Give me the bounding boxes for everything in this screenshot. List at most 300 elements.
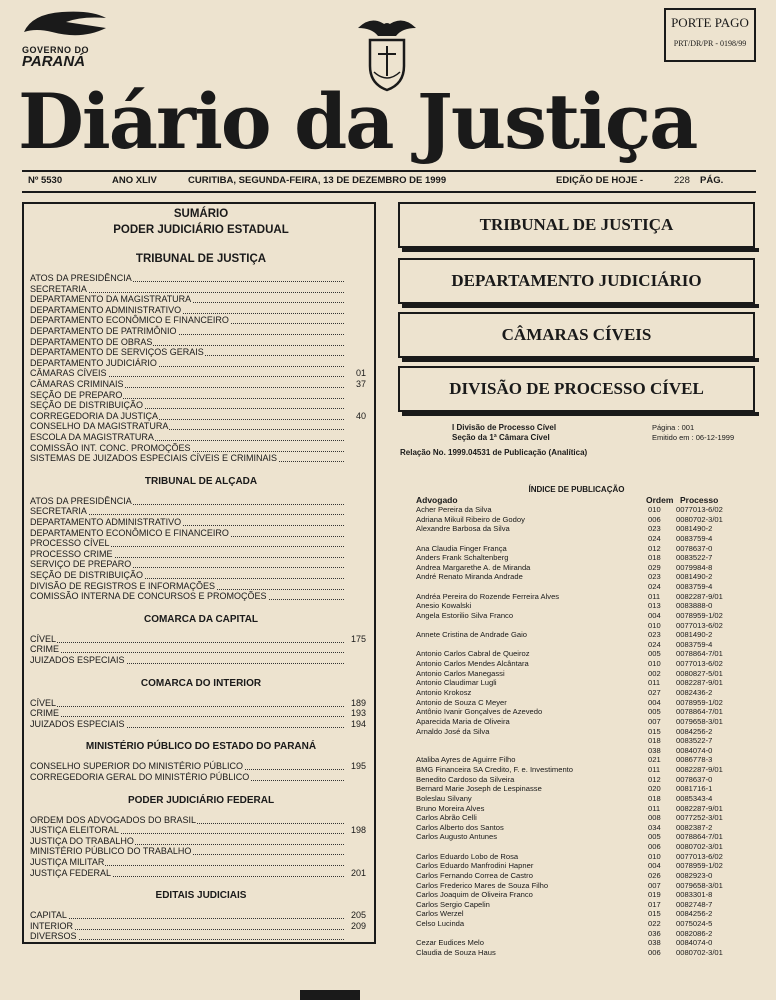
ordem-cell: 018 [648, 793, 661, 803]
processo-cell: 0077013-6/02 [676, 620, 723, 630]
advogado-cell: Carlos Werzel [416, 909, 464, 919]
processo-cell: 0083522-7 [676, 553, 713, 563]
processo-cell: 0083759-4 [676, 582, 713, 592]
sumario-item-page: 37 [355, 379, 366, 389]
section-title: COMARCA DO INTERIOR [140, 677, 262, 689]
processo-cell: 0081716-1 [676, 784, 713, 794]
masthead-rule-top [22, 170, 756, 172]
ordem-cell: 018 [648, 736, 661, 746]
table-row [416, 784, 756, 793]
sumario-item-label: JUSTIÇA MILITAR [30, 857, 105, 867]
sumario-item-label: CONSELHO DA MAGISTRATURA [30, 421, 169, 432]
sumario-item-label: DEPARTAMENTO DE OBRAS [30, 336, 153, 347]
sumario-item [30, 368, 374, 379]
porte-pago-stamp [664, 8, 756, 62]
sumario-item [30, 294, 374, 305]
sumario-item-label: DIVISÃO DE REGISTROS E INFORMAÇÕES [30, 580, 216, 591]
processo-cell: 0083759-4 [676, 639, 713, 649]
sumario-item-page: 01 [355, 368, 366, 379]
advogado-cell: Anders Frank Schaltenberg [416, 553, 509, 563]
processo-cell: 0083301-8 [676, 890, 713, 900]
processo-cell: 0084074-0 [676, 938, 713, 948]
ordem-cell: 010 [648, 505, 661, 514]
sumario-item-label: DEPARTAMENTO ADMINISTRATIVO [30, 517, 182, 527]
advogado-cell: Antonio Carlos Manegassi [416, 668, 505, 678]
advogado-cell: Cezar Eudices Melo [416, 938, 484, 948]
processo-cell: 0077013-6/02 [676, 851, 723, 861]
table-row [416, 852, 756, 861]
processo-cell: 0078864-7/01 [676, 649, 723, 659]
gov-logo-line2: PARANÁ [22, 53, 86, 70]
sumario-item-label: JUSTIÇA FEDERAL [30, 867, 112, 878]
leader-dots [30, 706, 344, 707]
sumario-item [30, 655, 374, 666]
header-tribunal-justica: TRIBUNAL DE JUSTIÇA [398, 202, 755, 248]
processo-cell: 0077013-6/02 [676, 505, 723, 514]
processo-cell: 0079658-3/01 [676, 880, 723, 890]
processo-cell: 0080702-3/01 [676, 842, 723, 852]
sumario-item-label: ATOS DA PRESIDÊNCIA [30, 273, 132, 283]
table-row [416, 572, 756, 581]
advogado-cell: Carlos Fernando Correa de Castro [416, 870, 533, 880]
ordem-cell: 019 [648, 890, 661, 900]
sumario-item [30, 708, 374, 719]
sumario-item [30, 432, 374, 443]
advogado-cell: Ana Claudia Finger França [416, 543, 507, 553]
sumario-item-label: JUIZADOS ESPECIAIS [30, 718, 125, 729]
secao-label: Seção da 1ª Câmara Cível [452, 433, 550, 442]
processo-cell: 0086778-3 [676, 755, 713, 765]
advogado-cell: Carlos Sergio Capelin [416, 899, 490, 909]
table-row [416, 919, 756, 928]
table-row [416, 659, 756, 668]
emitido-label: Emitido em : 06-12-1999 [652, 433, 735, 442]
sumario-item-label: SEÇÃO DE DISTRIBUIÇÃO [30, 570, 144, 580]
advogado-cell: Antonio de Souza C Meyer [416, 697, 507, 707]
table-row [416, 813, 756, 822]
processo-cell: 0078959-1/02 [676, 697, 723, 707]
leader-dots [30, 929, 344, 930]
sumario-item [30, 400, 374, 411]
pagina-label: Página : 001 [652, 423, 695, 432]
section-title: EDITAIS JUDICIAIS [155, 890, 247, 902]
issue-pages: 228 [674, 175, 690, 186]
advogado-cell: Annete Cristina de Andrade Gaio [416, 630, 528, 640]
ordem-cell: 022 [648, 919, 661, 929]
ordem-cell: 027 [648, 687, 661, 697]
sumario-item-label: CONSELHO SUPERIOR DO MINISTÉRIO PÚBLICO [30, 761, 244, 772]
sumario-item [30, 570, 374, 581]
leader-dots [30, 918, 344, 919]
processo-cell: 0084256-2 [676, 909, 713, 919]
advogado-cell: Bruno Moreira Alves [416, 803, 485, 813]
porte-pago-label: PORTE PAGO [671, 15, 749, 30]
processo-cell: 0080702-3/01 [676, 514, 723, 524]
ordem-cell: 006 [648, 842, 661, 852]
section-title: PODER JUDICIÁRIO FEDERAL [127, 794, 275, 806]
section-title: MINISTÉRIO PÚBLICO DO ESTADO DO PARANÁ [85, 741, 317, 753]
sumario-item-label: SERVIÇO DE PREPARO [30, 559, 132, 570]
porte-pago-code: PRT/DR/PR - 0198/99 [673, 39, 747, 48]
sumario-item-label: INTERIOR [30, 920, 74, 931]
advogado-cell: Antonio Claudimar Lugli [416, 678, 497, 688]
table-row [416, 505, 756, 514]
processo-cell: 0078959-1/02 [676, 610, 723, 620]
sumario-item-label: CRIME [30, 644, 59, 655]
ordem-cell: 007 [648, 716, 661, 726]
sumario-item [30, 549, 374, 560]
sumario-item-label: CÍVEL [30, 633, 57, 644]
ordem-cell: 005 [648, 649, 661, 659]
table-row [416, 765, 756, 774]
sumario-item-label: ESCOLA DA MAGISTRATURA [30, 432, 154, 442]
ordem-cell: 024 [648, 533, 661, 543]
sumario-item-label: PROCESSO CÍVEL [30, 538, 110, 549]
advogado-cell: Arnaldo José da Silva [416, 726, 490, 736]
processo-cell: 0078864-7/01 [676, 832, 723, 842]
sumario-item [30, 931, 374, 942]
header-divisao-processo-civel: DIVISÃO DE PROCESSO CÍVEL [398, 366, 755, 412]
table-row [416, 601, 756, 610]
ordem-cell: 023 [648, 572, 661, 582]
ordem-cell: 012 [648, 774, 661, 784]
ordem-cell: 015 [648, 726, 661, 736]
processo-cell: 0082387-2 [676, 822, 713, 832]
sumario-title: SUMÁRIO [173, 208, 229, 220]
sumario-item [30, 358, 374, 369]
indice-title: ÍNDICE DE PUBLICAÇÃO [528, 485, 625, 494]
sumario-item-label: COMISSÃO INT. CONC. PROMOÇÕES [30, 442, 191, 453]
processo-cell: 0082287-9/01 [676, 803, 723, 813]
sumario-item-label: CÍVEL [30, 697, 57, 708]
table-row [416, 881, 756, 890]
processo-cell: 0077252-3/01 [676, 813, 723, 823]
ordem-cell: 038 [648, 745, 661, 755]
sumario-item-label: JUSTIÇA DO TRABALHO [30, 835, 134, 846]
issue-year: ANO XLIV [112, 175, 157, 186]
table-row [416, 688, 756, 697]
advogado-cell: Alexandre Barbosa da Silva [416, 524, 510, 534]
sumario-item [30, 868, 374, 879]
issue-city-date: CURITIBA, SEGUNDA-FEIRA, 13 DE DEZEMBRO DE 1999 [188, 175, 447, 186]
table-row [416, 890, 756, 899]
processo-cell: 0081490-2 [676, 572, 713, 582]
sumario-item-label: SEÇÃO DE PREPARO [30, 389, 123, 400]
processo-cell: 0077013-6/02 [676, 659, 723, 669]
sumario-item [30, 836, 374, 847]
ordem-cell: 011 [648, 803, 661, 813]
newspaper-title: Diário da Justiça [18, 77, 697, 166]
processo-cell: 0080827-5/01 [676, 668, 723, 678]
table-row [416, 678, 756, 687]
sumario-item [30, 538, 374, 549]
table-row [416, 804, 756, 813]
advogado-cell: Aparecida Maria de Oliveira [416, 716, 510, 726]
ordem-cell: 013 [648, 601, 661, 611]
section-title: TRIBUNAL DE ALÇADA [144, 475, 258, 487]
sumario-item [30, 315, 374, 326]
sumario-item [30, 634, 374, 645]
processo-cell: 0078637-0 [676, 543, 713, 553]
table-row [416, 832, 756, 841]
processo-cell: 0084256-2 [676, 726, 713, 736]
table-row [416, 794, 756, 803]
advogado-cell: Carlos Frederico Mares de Souza Filho [416, 880, 549, 890]
advogado-cell: Angela Estorilio Silva Franco [416, 610, 514, 620]
ordem-cell: 021 [648, 755, 661, 765]
ordem-cell: 024 [648, 582, 661, 592]
ordem-cell: 010 [648, 851, 661, 861]
table-row [416, 544, 756, 553]
sumario-item [30, 506, 374, 517]
table-row [416, 563, 756, 572]
ordem-cell: 011 [648, 678, 661, 688]
ordem-cell: 015 [648, 909, 661, 919]
sumario-item-page: 209 [350, 920, 366, 931]
processo-cell: 0078637-0 [676, 774, 713, 784]
sumario-item-page: 195 [350, 761, 366, 772]
ordem-cell: 026 [648, 870, 661, 880]
issue-number: Nº 5530 [28, 175, 63, 186]
table-row [416, 717, 756, 726]
ordem-cell: 023 [648, 524, 661, 534]
sumario-item-page: 198 [350, 825, 366, 836]
sumario-item-label: MINISTÉRIO PÚBLICO DO TRABALHO [30, 846, 192, 857]
ordem-cell: 010 [648, 659, 661, 669]
table-row [416, 534, 756, 543]
leader-dots [30, 642, 344, 643]
sumario-item-label: DEPARTAMENTO DE PATRIMÔNIO [30, 326, 177, 336]
advogado-cell: Claudia de Souza Haus [416, 948, 496, 957]
sumario-item [30, 347, 374, 358]
sumario-item [30, 453, 374, 464]
sumario-item [30, 379, 374, 390]
sumario-item [30, 846, 374, 857]
advogado-cell: Andrea Margarethe A. de Miranda [416, 562, 531, 572]
ordem-cell: 008 [648, 813, 661, 823]
sumario-item-label: JUIZADOS ESPECIAIS [30, 655, 125, 665]
table-row [416, 707, 756, 716]
table-row [416, 649, 756, 658]
ordem-cell: 036 [648, 928, 661, 938]
relacao-label: Relação No. 1999.04531 de Publicação (Analítica) [400, 448, 588, 457]
ordem-cell: 017 [648, 899, 661, 909]
header-camaras-civeis: CÂMARAS CÍVEIS [398, 312, 755, 358]
sumario-item [30, 517, 374, 528]
sumario-item-label: DEPARTAMENTO DA MAGISTRATURA [30, 294, 192, 305]
sumario-item [30, 591, 374, 602]
processo-cell: 0082287-9/01 [676, 591, 723, 601]
table-row [416, 842, 756, 851]
ordem-cell: 004 [648, 861, 661, 871]
processo-cell: 0083888-0 [676, 601, 713, 611]
ordem-cell: 004 [648, 697, 661, 707]
gov-logo-line1: GOVERNO DO [22, 45, 90, 55]
advogado-cell: Boleslau Silvany [416, 793, 472, 803]
processo-cell: 0078864-7/01 [676, 707, 723, 717]
sumario-item [30, 825, 374, 836]
advogado-cell: Antônio Ivanir Gonçalves de Azevedo [416, 707, 543, 717]
ordem-cell: 005 [648, 832, 661, 842]
sumario-item-label: DEPARTAMENTO ADMINISTRATIVO [30, 304, 182, 315]
processo-cell: 0083522-7 [676, 736, 713, 746]
ordem-cell: 034 [648, 822, 661, 832]
sumario-item [30, 326, 374, 337]
table-row [416, 727, 756, 736]
advogado-cell: Benedito Cardoso da Silveira [416, 774, 515, 784]
advogado-cell: Anesio Kowalski [416, 601, 472, 611]
sumario-item [30, 496, 374, 507]
sumario-item-label: DEPARTAMENTO ECONÔMICO E FINANCEIRO [30, 527, 229, 538]
ordem-cell: 024 [648, 639, 661, 649]
sumario-item [30, 390, 374, 401]
leader-dots [30, 652, 344, 653]
sumario-item-label: COMISSÃO INTERNA DE CONCURSOS E PROMOÇÕES [30, 591, 267, 602]
processo-cell: 0081490-2 [676, 524, 713, 534]
table-row [416, 698, 756, 707]
table-row [416, 948, 756, 957]
ordem-cell: 020 [648, 784, 661, 794]
ordem-cell: 029 [648, 562, 661, 572]
sumario-item-label: DEPARTAMENTO ECONÔMICO E FINANCEIRO [30, 315, 229, 326]
table-row [416, 871, 756, 880]
sumario-item [30, 815, 374, 826]
processo-cell: 0084074-0 [676, 745, 713, 755]
sumario-item-label: CRIME [30, 708, 59, 719]
governo-parana-logo [22, 10, 118, 86]
section-title: COMARCA DA CAPITAL [143, 613, 259, 625]
processo-cell: 0082086-2 [676, 928, 713, 938]
division-label: I Divisão de Processo Cível [452, 423, 557, 432]
advogado-cell: Bernard Marie Joseph de Lespinasse [416, 784, 542, 794]
sumario-item-page: 194 [350, 718, 366, 729]
table-row [416, 582, 756, 591]
advogado-cell: Carlos Joaquim de Oliveira Franco [416, 890, 533, 900]
sumario-item-label: PROCESSO CRIME [30, 548, 113, 559]
page-bottom-mark [300, 990, 360, 1000]
table-row [416, 592, 756, 601]
sumario-item-label: JUSTIÇA ELEITORAL [30, 825, 119, 836]
col-advogado: Advogado [416, 495, 458, 505]
leader-dots [30, 716, 344, 717]
table-row [416, 630, 756, 639]
processo-cell: 0082923-0 [676, 870, 713, 880]
sumario-item [30, 421, 374, 432]
sumario-item-page: 175 [350, 633, 366, 644]
sumario-item [30, 761, 374, 772]
processo-cell: 0083759-4 [676, 533, 713, 543]
sumario-item [30, 644, 374, 655]
table-row [416, 736, 756, 745]
advogado-cell: Carlos Eduardo Lobo de Rosa [416, 851, 519, 861]
processo-cell: 0075024-5 [676, 919, 713, 929]
sumario-item [30, 910, 374, 921]
sumario-item [30, 305, 374, 316]
sumario-item [30, 857, 374, 868]
issue-line [28, 175, 754, 189]
ordem-cell: 018 [648, 553, 661, 563]
sumario-item-label: DEPARTAMENTO JUDICIÁRIO [30, 357, 157, 368]
ordem-cell: 023 [648, 630, 661, 640]
table-row [416, 938, 756, 947]
sumario-item-label: DIVERSOS [30, 931, 77, 942]
processo-cell: 0078959-1/02 [676, 861, 723, 871]
table-row [416, 515, 756, 524]
advogado-cell: Acher Pereira da Silva [416, 505, 492, 514]
sumario-item [30, 581, 374, 592]
advogado-cell: Celso Lucinda [416, 919, 465, 929]
ordem-cell: 011 [648, 591, 661, 601]
processo-cell: 0079984-8 [676, 562, 713, 572]
sumario-item [30, 559, 374, 570]
ordem-cell: 004 [648, 610, 661, 620]
table-row [416, 755, 756, 764]
table-row [416, 929, 756, 938]
table-row [416, 900, 756, 909]
processo-cell: 0085343-4 [676, 793, 713, 803]
advogado-cell: Antonio Carlos Cabral de Queiroz [416, 649, 530, 659]
table-row [416, 746, 756, 755]
col-ordem: Ordem [646, 495, 674, 505]
sumario-item-label: DEPARTAMENTO DE SERVIÇOS GERAIS [30, 347, 204, 358]
masthead-rule-bottom [22, 191, 756, 193]
sumario-item-label: CORREGEDORIA GERAL DO MINISTÉRIO PÚBLICO [30, 772, 250, 782]
advogado-cell: André Renato Miranda Andrade [416, 572, 523, 582]
advogado-cell: Carlos Augusto Antunes [416, 832, 498, 842]
section-title: PODER JUDICIÁRIO ESTADUAL [113, 224, 289, 236]
ordem-cell: 002 [648, 668, 661, 678]
sumario-item-label: ATOS DA PRESIDÊNCIA [30, 495, 132, 506]
table-row [416, 823, 756, 832]
issue-edition-label: EDIÇÃO DE HOJE - [556, 175, 644, 186]
ordem-cell: 012 [648, 543, 661, 553]
table-row [416, 909, 756, 918]
sumario-item [30, 772, 374, 783]
sumario-item [30, 337, 374, 348]
sumario-item-label: CÂMARAS CÍVEIS [30, 368, 107, 379]
sumario-item-page: 193 [350, 708, 366, 719]
sumario-item-label: SECRETARIA [30, 283, 87, 294]
header-departamento-judiciario: DEPARTAMENTO JUDICIÁRIO [398, 258, 755, 304]
sumario-item-page: 189 [350, 697, 366, 708]
sumario-item [30, 411, 374, 422]
sumario-item [30, 273, 374, 284]
table-row [416, 861, 756, 870]
sumario-item [30, 284, 374, 295]
ordem-cell: 006 [648, 514, 661, 524]
sumario-item [30, 698, 374, 709]
sumario-item-label: CORREGEDORIA DA JUSTIÇA [30, 410, 159, 421]
ordem-cell: 006 [648, 948, 661, 957]
table-row [416, 611, 756, 620]
advogado-cell: Antonio Krokosz [416, 687, 472, 697]
advogado-cell: Adriana Mikuil Ribeiro de Godoy [416, 514, 525, 524]
sumario-item-label: CAPITAL [30, 910, 67, 921]
advogado-cell: Ataliba Ayres de Aguirre Filho [416, 755, 516, 765]
sumario-item-label: SISTEMAS DE JUIZADOS ESPECIAIS CÍVEIS E CRIMINAIS [30, 453, 278, 464]
ordem-cell: 011 [648, 765, 661, 775]
advogado-cell: Antonio Carlos Mendes Alcântara [416, 659, 529, 669]
advogado-cell: Carlos Eduardo Manfrodini Hapner [416, 861, 534, 871]
ordem-cell: 007 [648, 880, 661, 890]
sumario-item [30, 719, 374, 730]
ordem-cell: 010 [648, 620, 661, 630]
sumario-item-label: ORDEM DOS ADVOGADOS DO BRASIL [30, 814, 197, 825]
processo-cell: 0082287-9/01 [676, 765, 723, 775]
sumario-item-page: 201 [350, 867, 366, 878]
sumario-item-page: 40 [355, 410, 366, 421]
advogado-cell: Andréa Pereira do Rozende Ferreira Alves [416, 591, 560, 601]
